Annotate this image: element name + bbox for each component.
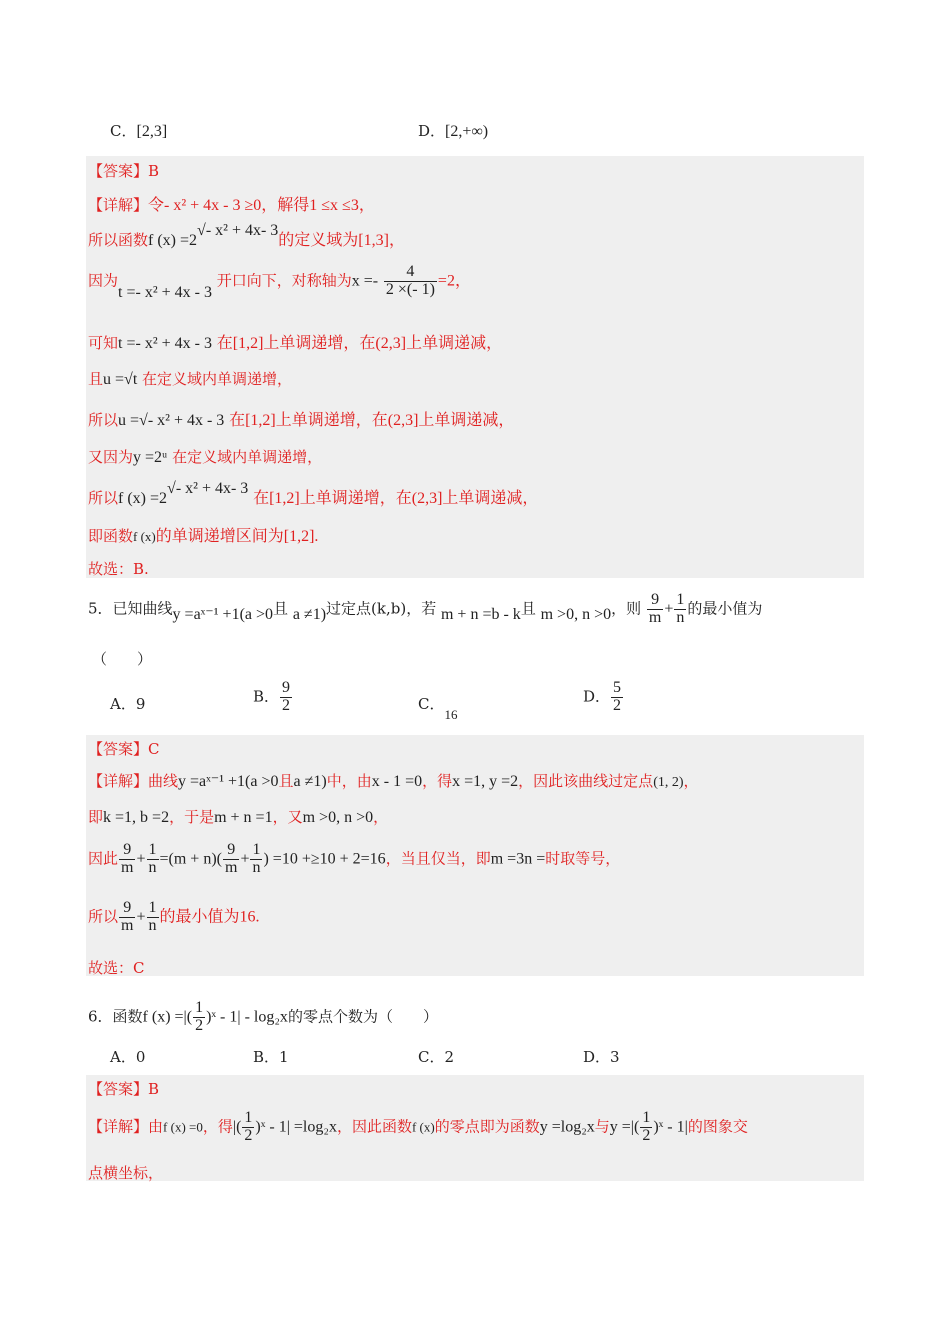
detail-text: 令- x² + 4x - 3 ≥0，解得1 ≤x ≤3， bbox=[148, 197, 375, 214]
numerator: 1 bbox=[642, 1109, 651, 1126]
math-expr: m + n =b - k bbox=[440, 606, 521, 624]
detail-text: 的图象交 bbox=[687, 1117, 748, 1136]
math-expr: f (x) =|( bbox=[142, 1008, 193, 1026]
fraction bbox=[250, 842, 262, 877]
fraction bbox=[242, 1110, 254, 1145]
detail-text: ，当且仅当 bbox=[385, 849, 461, 868]
detail-text: 所以函数 bbox=[88, 231, 149, 249]
detail-line bbox=[88, 900, 260, 935]
answer-label: 【答案】B bbox=[88, 162, 160, 180]
fraction bbox=[674, 592, 686, 627]
numerator: 1 bbox=[244, 1109, 253, 1126]
detail-text: ， bbox=[373, 808, 389, 826]
fraction bbox=[384, 264, 437, 299]
stem-text: 6．函数 bbox=[88, 1007, 143, 1026]
detail-text: ，因此该曲线过定点 bbox=[518, 772, 654, 790]
denominator: 2 bbox=[244, 1126, 253, 1144]
detail-text: 在[1,2]上单调递增，在(2,3]上单调递减， bbox=[216, 335, 503, 352]
detail-line bbox=[88, 368, 292, 389]
detail-line bbox=[88, 842, 620, 877]
math-expr: m =3n = bbox=[490, 850, 546, 868]
stem-text: ，则 bbox=[611, 599, 642, 618]
math-expr: y =2ᵘ bbox=[133, 449, 168, 466]
answer-label: 【答案】B bbox=[88, 1080, 160, 1098]
detail-text: 因为 bbox=[88, 271, 119, 290]
math-expr: =(m + n)( bbox=[159, 850, 222, 868]
math-expr: a ≠1) bbox=[292, 606, 327, 624]
option-d bbox=[583, 680, 624, 715]
detail-text: ，又 bbox=[272, 808, 303, 826]
fraction bbox=[147, 842, 159, 877]
detail-text: 的最小值为16. bbox=[159, 908, 260, 926]
detail-text: 所以 bbox=[88, 489, 119, 507]
detail-text: ，即 bbox=[460, 849, 491, 868]
detail-line bbox=[88, 330, 502, 353]
option-value: [2,+∞) bbox=[445, 123, 489, 140]
option-c: C．2 bbox=[418, 1048, 455, 1066]
math-expr: a ≠1) bbox=[293, 773, 327, 790]
fraction bbox=[611, 680, 623, 715]
denominator: n bbox=[676, 608, 685, 626]
detail-line: 故选：C bbox=[88, 959, 145, 977]
detail-line bbox=[88, 523, 318, 546]
denominator: 2 ×(- 1) bbox=[385, 280, 435, 298]
detail-text: 在[1,2]上单调递增，在(2,3]上单调递减， bbox=[229, 412, 515, 429]
detail-text: 曲线 bbox=[148, 772, 179, 790]
detail-text: 可知 bbox=[88, 334, 119, 352]
answer-paren: （ ） bbox=[92, 650, 153, 668]
fraction bbox=[119, 900, 135, 935]
math-expr: y =aˣ⁻¹ +1(a >0 bbox=[178, 773, 279, 790]
math-expr: f (x) =0 bbox=[163, 1119, 203, 1135]
detail-label: 【详解】 bbox=[88, 772, 149, 790]
math-expr: ≥10 + 2 bbox=[310, 850, 361, 868]
math-expr: + bbox=[136, 850, 146, 868]
math-expr: + bbox=[136, 908, 146, 926]
denominator: n bbox=[252, 858, 261, 876]
math-expr: y =|( bbox=[609, 1118, 640, 1136]
numerator: 5 bbox=[613, 679, 622, 696]
detail-line bbox=[88, 1110, 748, 1145]
numerator: 9 bbox=[119, 900, 135, 918]
math-expr: t =- x² + 4x - 3 bbox=[118, 335, 212, 352]
detail-text: 所以 bbox=[88, 907, 119, 926]
detail-line bbox=[88, 806, 388, 827]
detail-line bbox=[88, 480, 539, 508]
numerator: 1 bbox=[148, 841, 157, 858]
stem-text: 的零点个数为（ ） bbox=[287, 1007, 438, 1026]
detail-text: ，得 bbox=[422, 772, 453, 790]
math-expr: u =√- x² + 4x - 3 bbox=[118, 412, 225, 429]
detail-text: 在[1,2]上单调递增，在(2,3]上单调递减， bbox=[253, 490, 539, 507]
detail-text: ， bbox=[683, 772, 699, 790]
option-b: B．1 bbox=[253, 1048, 289, 1066]
denominator: n bbox=[148, 858, 157, 876]
math-expr: x =1, y =2 bbox=[452, 773, 519, 790]
math-exponent: √- x² + 4x- 3 bbox=[167, 480, 249, 497]
option-c bbox=[110, 120, 167, 141]
detail-line bbox=[88, 192, 375, 215]
numerator: 9 bbox=[223, 842, 239, 860]
math-expr: )ˣ - 1| - log₂x bbox=[206, 1008, 288, 1026]
detail-text: 因此 bbox=[88, 849, 119, 868]
detail-line: 点横坐标， bbox=[88, 1164, 164, 1182]
math-expr: x =- bbox=[351, 272, 379, 290]
detail-text: ，因此函数 bbox=[336, 1117, 412, 1136]
detail-line bbox=[88, 407, 514, 430]
fraction bbox=[119, 842, 135, 877]
detail-text: 由 bbox=[148, 1117, 164, 1136]
numerator: 4 bbox=[384, 264, 437, 282]
math-exponent: √- x² + 4x- 3 bbox=[197, 222, 279, 239]
denominator: m bbox=[648, 608, 662, 626]
math-expr: )ˣ - 1| bbox=[653, 1118, 688, 1136]
math-expr: + bbox=[664, 600, 674, 618]
detail-text: 的单调递增区间为[1,2]. bbox=[155, 528, 319, 545]
denominator: m bbox=[121, 858, 134, 876]
denominator: n bbox=[148, 916, 157, 934]
math-expr: u =√t bbox=[103, 371, 138, 388]
question-stem bbox=[88, 592, 762, 627]
detail-label: 【详解】 bbox=[88, 196, 149, 214]
stem-text: 过定点(k,b)，若 bbox=[326, 599, 437, 618]
denominator: 2 bbox=[195, 1016, 204, 1034]
detail-text: 中，由 bbox=[326, 772, 372, 790]
math-expr: f (x) =2 bbox=[148, 232, 198, 249]
option-d bbox=[418, 120, 488, 141]
math-expr: m >0, n >0 bbox=[302, 809, 374, 826]
detail-line bbox=[88, 222, 405, 250]
math-expr: (1, 2) bbox=[653, 775, 684, 790]
option-label: C． bbox=[110, 122, 137, 140]
numerator: 1 bbox=[148, 899, 157, 916]
option-value: 16 bbox=[444, 707, 458, 722]
option-a: A．0 bbox=[110, 1048, 146, 1066]
math-expr: ) =10 + bbox=[263, 850, 311, 868]
answer-label: 【答案】C bbox=[88, 740, 160, 758]
stem-text: 5．已知曲线 bbox=[88, 599, 173, 618]
detail-text: 且 bbox=[278, 772, 294, 790]
detail-text: =2， bbox=[437, 272, 471, 290]
question-stem bbox=[88, 1000, 438, 1035]
numerator: 9 bbox=[282, 679, 291, 696]
option-c bbox=[418, 693, 458, 722]
denominator: 2 bbox=[613, 696, 622, 714]
detail-line: 故选：B. bbox=[88, 560, 149, 578]
math-expr: f (x) =2 bbox=[118, 490, 168, 507]
detail-text: 在定义域内单调递增， bbox=[172, 448, 323, 466]
option-label: D． bbox=[418, 122, 446, 140]
fraction bbox=[147, 900, 159, 935]
math-expr: t =- x² + 4x - 3 bbox=[118, 284, 212, 302]
numerator: 1 bbox=[252, 841, 261, 858]
detail-line bbox=[88, 770, 699, 791]
stem-text: 且 bbox=[520, 599, 536, 618]
fraction bbox=[280, 680, 292, 715]
detail-label: 【详解】 bbox=[88, 1117, 149, 1136]
math-expr: f (x) bbox=[411, 1119, 435, 1135]
numerator: 9 bbox=[119, 842, 135, 860]
solution-block-q4 bbox=[86, 156, 864, 578]
detail-line bbox=[88, 263, 471, 302]
numerator: 1 bbox=[195, 999, 204, 1016]
detail-text: 的定义域为[1,3]， bbox=[278, 232, 405, 249]
math-expr: )ˣ - 1| =log₂x bbox=[255, 1118, 337, 1136]
math-expr: =16 bbox=[360, 850, 386, 868]
math-expr: f (x) bbox=[133, 529, 156, 544]
math-expr: k =1, b =2 bbox=[103, 809, 170, 826]
fraction bbox=[640, 1110, 652, 1145]
detail-text: 且 bbox=[88, 370, 104, 388]
denominator: m bbox=[224, 858, 238, 876]
detail-text: 开口向下，对称轴为 bbox=[216, 271, 352, 290]
denominator: 2 bbox=[642, 1126, 651, 1144]
denominator: m bbox=[121, 916, 134, 934]
stem-text: 的最小值为 bbox=[687, 599, 763, 618]
fraction bbox=[223, 842, 239, 877]
denominator: 2 bbox=[282, 696, 291, 714]
detail-text: 所以 bbox=[88, 411, 119, 429]
detail-text: 即 bbox=[88, 808, 104, 826]
option-d: D．3 bbox=[583, 1048, 620, 1066]
math-expr: y =aˣ⁻¹ +1(a >0 bbox=[172, 606, 274, 624]
detail-text: 又因为 bbox=[88, 448, 134, 466]
math-expr: m >0, n >0 bbox=[540, 606, 612, 624]
option-label: B． bbox=[253, 687, 280, 706]
option-a: A．9 bbox=[110, 695, 146, 713]
math-expr: |( bbox=[232, 1118, 242, 1136]
detail-text: 时取等号， bbox=[545, 849, 621, 868]
detail-text: 与 bbox=[594, 1117, 610, 1136]
option-label: D． bbox=[583, 687, 611, 706]
math-expr: m + n =1 bbox=[214, 809, 273, 826]
math-expr: + bbox=[240, 850, 250, 868]
detail-text: 即函数 bbox=[88, 527, 134, 545]
detail-text: ，得 bbox=[202, 1117, 233, 1136]
option-label: C． bbox=[418, 695, 445, 713]
stem-text: 且 bbox=[273, 599, 289, 618]
detail-text: 在定义域内单调递增， bbox=[142, 370, 293, 388]
detail-text: ，于是 bbox=[169, 808, 215, 826]
math-expr: x - 1 =0 bbox=[371, 773, 423, 790]
option-value: [2,3] bbox=[136, 123, 168, 140]
detail-line bbox=[88, 446, 322, 467]
fraction bbox=[193, 1000, 205, 1035]
numerator: 9 bbox=[647, 592, 663, 610]
math-expr: y =log₂x bbox=[539, 1118, 595, 1136]
option-b bbox=[253, 680, 293, 715]
fraction bbox=[647, 592, 663, 627]
detail-text: 的零点即为函数 bbox=[434, 1117, 540, 1136]
numerator: 1 bbox=[676, 591, 685, 608]
